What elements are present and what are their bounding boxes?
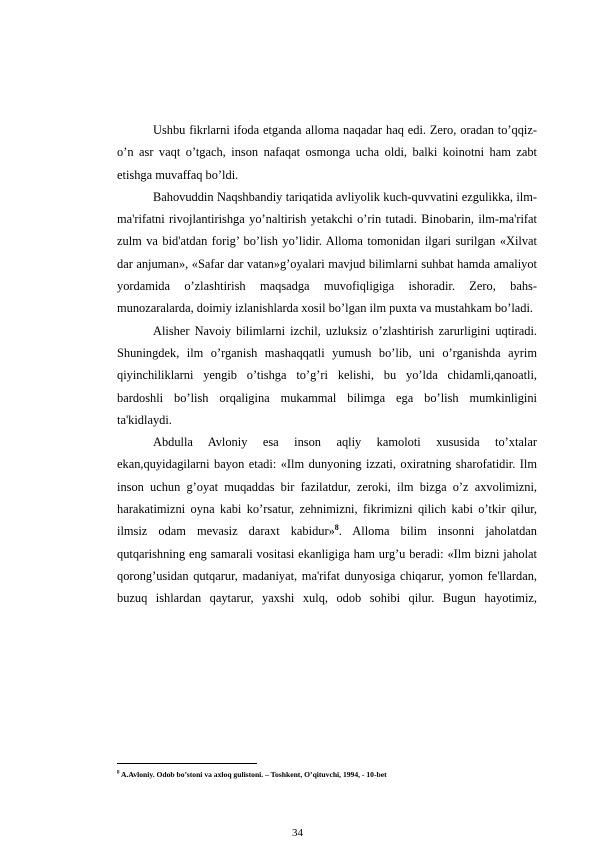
- paragraph-2: Bahovuddin Naqshbandiy tariqatida avliyolik kuch-quvvatini ezgulikka, ilm-ma'rifatni rivojlantirishga yo’naltirish yetakchi o’rin tutadi. Binobarin, ilm-ma'rifat zulm va bid'atdan forig’ bo’lish yo’lidir. Alloma tomonidan ilgari surilgan «Xilvat dar anjuman», «Safar dar vatan»g’oyalari mavjud bilimlarni suhbat hamda amaliyot yordamida o’zlashtirish maqsadga muvofiqligiga ishoradir. Zero, bahs-munozaralarda, doimiy izlanishlarda xosil bo’lgan ilm puxta va mustahkam bo’ladi.: [117, 189, 537, 316]
- body-text: [117, 119, 537, 610]
- paragraph-4-text-a: Abdulla Avloniy esa inson aqliy kamoloti xususida to’xtalar ekan,quyidagilarni bayon etadi: «Ilm dunyoning izzati, oxiratning sharofatidir. Ilm inson uchun g’oyat muqaddas bir fazilatdur, zeroki, ilm bizga o’z axvolimizni, harakatimizni oyna kabi ko’rsatur, zehnimizni, fikrimizni qilich kabi o’tkir qilur, ilmsiz odam mevasiz daraxt kabidur»: [117, 435, 537, 539]
- footnote-reference[interactable]: 8: [334, 523, 339, 533]
- paragraph-3: Alisher Navoiy bilimlarni izchil, uzluksiz o’zlashtirish zarurligini uqtiradi. Shuningdek, ilm o’rganish mashaqqatli yumush bo’lib, uni o’rganishda ayrim qiyinchiliklarni yengib o’tishga to’g’ri kelishi, bu yo’lda chidamli,qanoatli, bardoshli bo’lish orqaligina mukammal bilimga ega bo’lish mumkinligini ta'kidlaydi.: [117, 323, 537, 427]
- footnote: [117, 770, 537, 780]
- paragraph-4: [117, 431, 537, 609]
- footnote-separator: [117, 763, 257, 764]
- page-number: 34: [292, 827, 303, 839]
- paragraph-1: Ushbu fikrlarni ifoda etganda alloma naqadar haq edi. Zero, oradan to’qqiz-o’n asr vaqt o’tgach, inson nafaqat osmonga ucha oldi, balki koinotni ham zabt etishga muvaffaq bo’ldi.: [117, 123, 537, 182]
- footnote-text: A.Avloniy. Odob bo’stoni va axloq gulistoni. – Toshkent, O’qituvchi, 1994, - 10-bet: [119, 770, 387, 779]
- paragraph-4-text-b: . Alloma bilim insonni jaholatdan qutqarishning eng samarali vositasi ekanligiga ham urg’u beradi: «Ilm bizni jaholat qorong’usidan qutqarur, madaniyat, ma'rifat dunyosiga chiqarur, yomon fe'llardan, buzuq ishlardan qaytarur, yaxshi xulq, odob sohibi qilur. Bugun hayotimiz,: [117, 524, 537, 606]
- footnote-mark: 8: [117, 770, 120, 776]
